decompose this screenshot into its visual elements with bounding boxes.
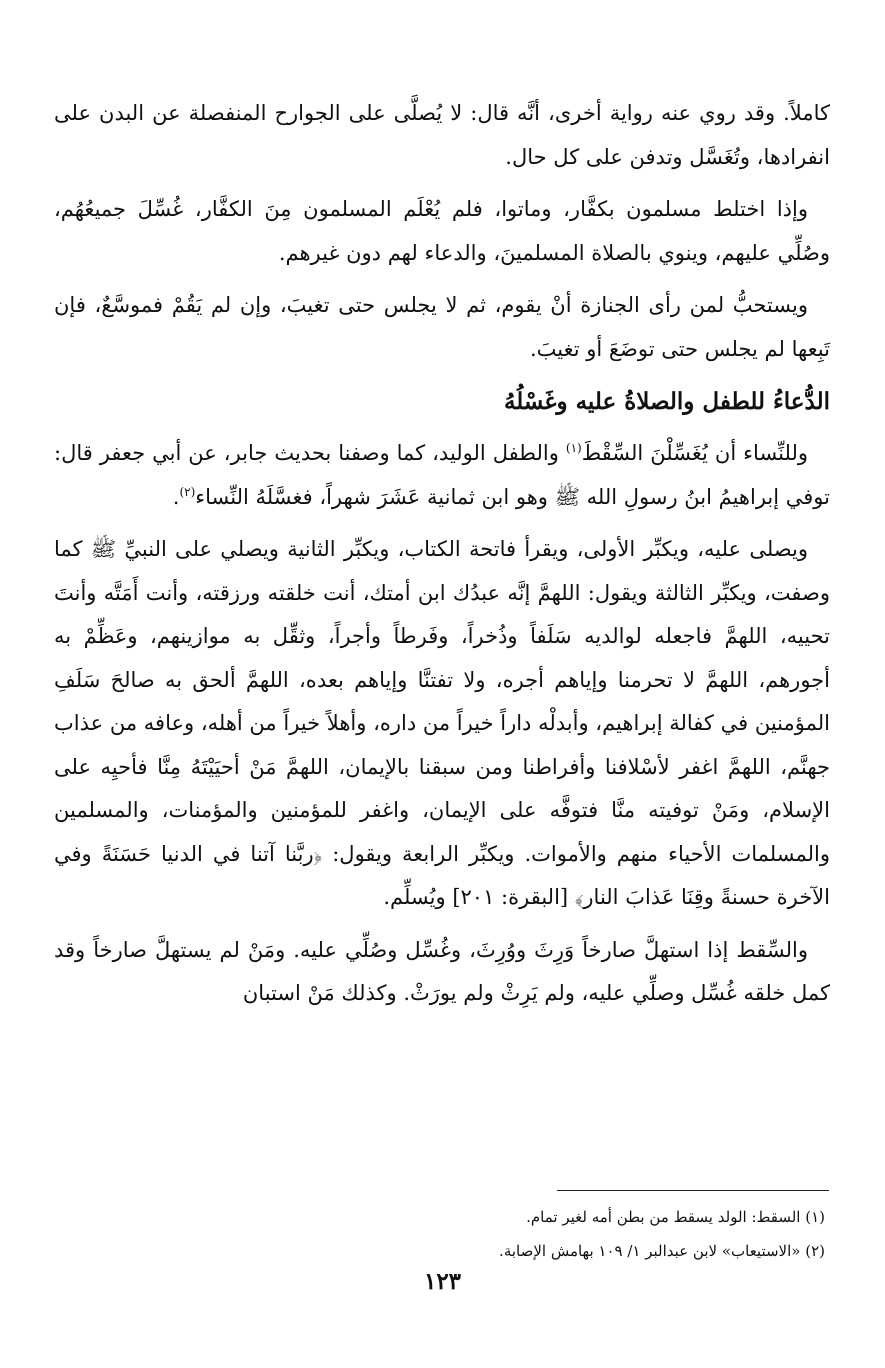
footnote-mark-1: (١) <box>565 441 582 455</box>
paragraph-1: كاملاً. وقد روي عنه رواية أخرى، أنَّه قال: لا يُصلَّى على الجوارح المنفصلة عن البدن على انفرادها، وتُغَسَّل وتدفن على كل حال. <box>54 101 830 169</box>
footnotes <box>100 1200 825 1268</box>
footnote-1: (١) السقط: الولد يسقط من بطن أمه لغير تمام. <box>526 1208 825 1226</box>
paragraph-3: ويستحبُّ لمن رأى الجنازة أنْ يقوم، ثم لا يجلس حتى تغيبَ، وإن لم يَقُمْ فموسَّعٌ، فإن تَبِعها لم يجلس حتى توضَعَ أو تغيبَ. <box>54 293 830 361</box>
paragraph-2: وإذا اختلط مسلمون بكفَّار، وماتوا، فلم يُعْلَم المسلمون مِنَ الكفَّار، غُسِّلَ جميعُهُم، وصُلِّي عليهم، وينوي بالصلاة المسلمينَ، والدعاء لهم دون غيرهم. <box>54 197 830 265</box>
page-number: ١٢٣ <box>423 1268 462 1295</box>
paragraph-5: ويصلى عليه، ويكبِّر الأولى، ويقرأ فاتحة الكتاب، ويكبِّر الثانية ويصلي على النبيِّ ﷺ كما وصفت، ويكبِّر الثالثة ويقول: اللهمَّ إنَّه عبدُك ابن أمتك، أنت خلقته ورزقته، وأنت أَمَتَّه وأنتَ تحييه، اللهمَّ فاجعله لوالديه سَلَفاً وذُخراً، وفَرطاً وأجراً، وثقِّل به موازينهم، وعَظِّمْ به أجورهم، اللهمَّ لا تحرمنا وإياهم أجره، ولا تفتنَّا وإياهم بعده، اللهمَّ ألحق به صالحَ سَلَفِ المؤمنين في كفالة إبراهيم، وأبدلْه داراً خيراً من داره، وأهلاً خيراً من أهله، وعافه من عذاب جهنَّم، اللهمَّ اغفر لأسْلافنا وأفراطنا ومن سبقنا بالإيمان، اللهمَّ مَنْ أحيَيْتَهُ مِنَّا فأحيِه على الإسلام، ومَنْ توفيته منَّا فتوفَّه على الإيمان، واغفر للمؤمنين والمؤمنات، والمسلمين والمسلمات الأحياء منهم والأموات. ويكبِّر الرابعة ويقول: ﴿ربَّنا آتنا في الدنيا حَسَنَةً وفي الآخرة حسنةً وقِنَا عَذابَ النار﴾ [البقرة: ٢٠١] ويُسلِّم. <box>54 537 830 909</box>
footnote-divider <box>557 1190 829 1191</box>
main-text <box>54 92 830 1025</box>
paragraph-4-end: . <box>172 484 180 509</box>
paragraph-6: والسِّقط إذا استهلَّ صارخاً وَرِثَ ووُرِثَ، وغُسِّل وصُلِّي عليه. ومَنْ لم يستهلَّ صارخاً وقد كمل خلقه غُسِّل وصلِّي عليه، ولم يَرِثْ ولم يورَثْ. وكذلك مَنْ استبان <box>54 937 830 1005</box>
paragraph-4-start: وللنِّساء أن يُغَسِّلْنَ السِّقْطَ <box>581 441 809 465</box>
section-heading: الدُّعاءُ للطفل والصلاةُ عليه وغَسْلُهُ <box>503 388 830 415</box>
paragraph-4-middle: والطفل الوليد، كما وصفنا بحديث جابر، عن أبي جعفر قال: توفي إبراهيمُ ابنُ رسولِ الله ﷺ وهو ابن ثمانية عَشَرَ شهراً، فغسَّلَهُ النِّساء <box>54 441 830 509</box>
paragraph-4 <box>54 432 830 519</box>
footnote-2: (٢) «الاستيعاب» لابن عبدالبر ١/ ١٠٩ بهامش الإصابة. <box>499 1242 825 1260</box>
footnote-mark-2: (٢) <box>179 484 196 499</box>
